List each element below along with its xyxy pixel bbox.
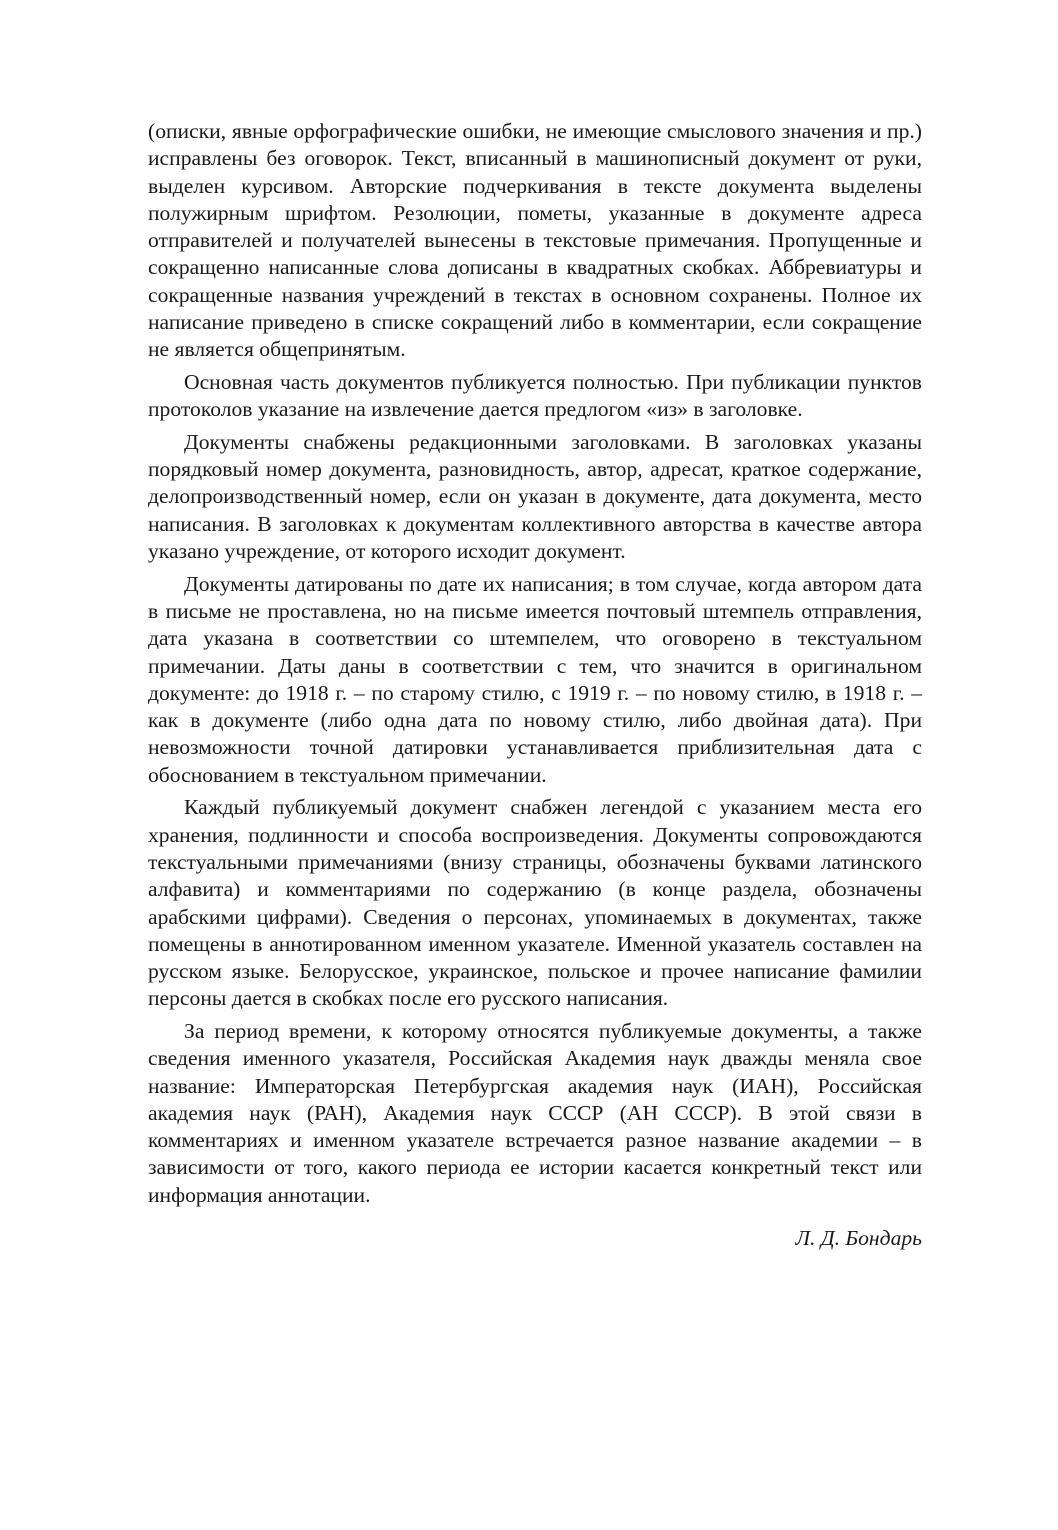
author-signature: Л. Д. Бондарь [795, 1226, 922, 1251]
paragraph: Документы снабжены редакционными заголовками. В заголовках указаны порядковый номер документа, разновидность, автор, адресат, краткое содержание, делопроизводственный номер, если он указан в документе, дата документа, место написания. В заголовках к документам коллективного авторства в качестве автора указано учреждение, от которого исходит документ. [148, 429, 922, 564]
paragraph: Документы датированы по дате их написания; в том случае, когда автором дата в письме не проставлена, но на письме имеется почтовый штемпель отправления, дата указана в соответствии со штемпелем, что оговорено в текстуальном примечании. Даты даны в соответствии с тем, что значится в оригинальном документе: до 1918 г. – по старому стилю, с 1919 г. – по новому стилю, в 1918 г. – как в документе (либо одна дата по новому стилю, либо двойная дата). При невозможности точной датировки устанавливается приблизительная дата с обоснованием в текстуальном примечании. [148, 571, 922, 787]
paragraph: Каждый публикуемый документ снабжен легендой с указанием места его хранения, подлинности и способа воспроизведения. Документы сопровождаются текстуальными примечаниями (внизу страницы, обозначены буквами латинского алфавита) и комментариями по содержанию (в конце раздела, обозначены арабскими цифрами). Сведения о персонах, упоминаемых в документах, также помещены в аннотированном именном указателе. Именной указатель составлен на русском языке. Белорусское, украинское, польское и прочее написание фамилии персоны дается в скобках после его русского написания. [148, 795, 922, 1011]
paragraph: За период времени, к которому относятся публикуемые документы, а также сведения именного указателя, Российская Академия наук дважды меняла свое название: Императорская Петербургская академия наук (ИАН), Российская академия наук (РАН), Академия наук СССР (АН СССР). В этой связи в комментариях и именном указателе встречается разное название академии – в зависимости от того, какого периода ее истории касается конкретный текст или информация аннотации. [148, 1018, 922, 1207]
paragraph: Основная часть документов публикуется полностью. При публикации пунктов протоколов указание на извлечение дается предлогом «из» в заголовке. [148, 369, 922, 422]
paragraph-continuation: (описки, явные орфографические ошибки, не имеющие смыслового значения и пр.) исправлены без оговорок. Текст, вписанный в машинописный документ от руки, выделен курсивом. Авторские подчеркивания в тексте документа выделены полужирным шрифтом. Резолюции, пометы, указанные в документе адреса отправителей и получателей вынесены в текстовые примечания. Пропущенные и сокращенно написанные слова дописаны в квадратных скобках. Аббревиатуры и сокращенные названия учреждений в текстах в основном сохранены. Полное их написание приведено в списке сокращений либо в комментарии, если сокращение не является общепринятым. [148, 119, 922, 362]
document-page [148, 118, 922, 1252]
